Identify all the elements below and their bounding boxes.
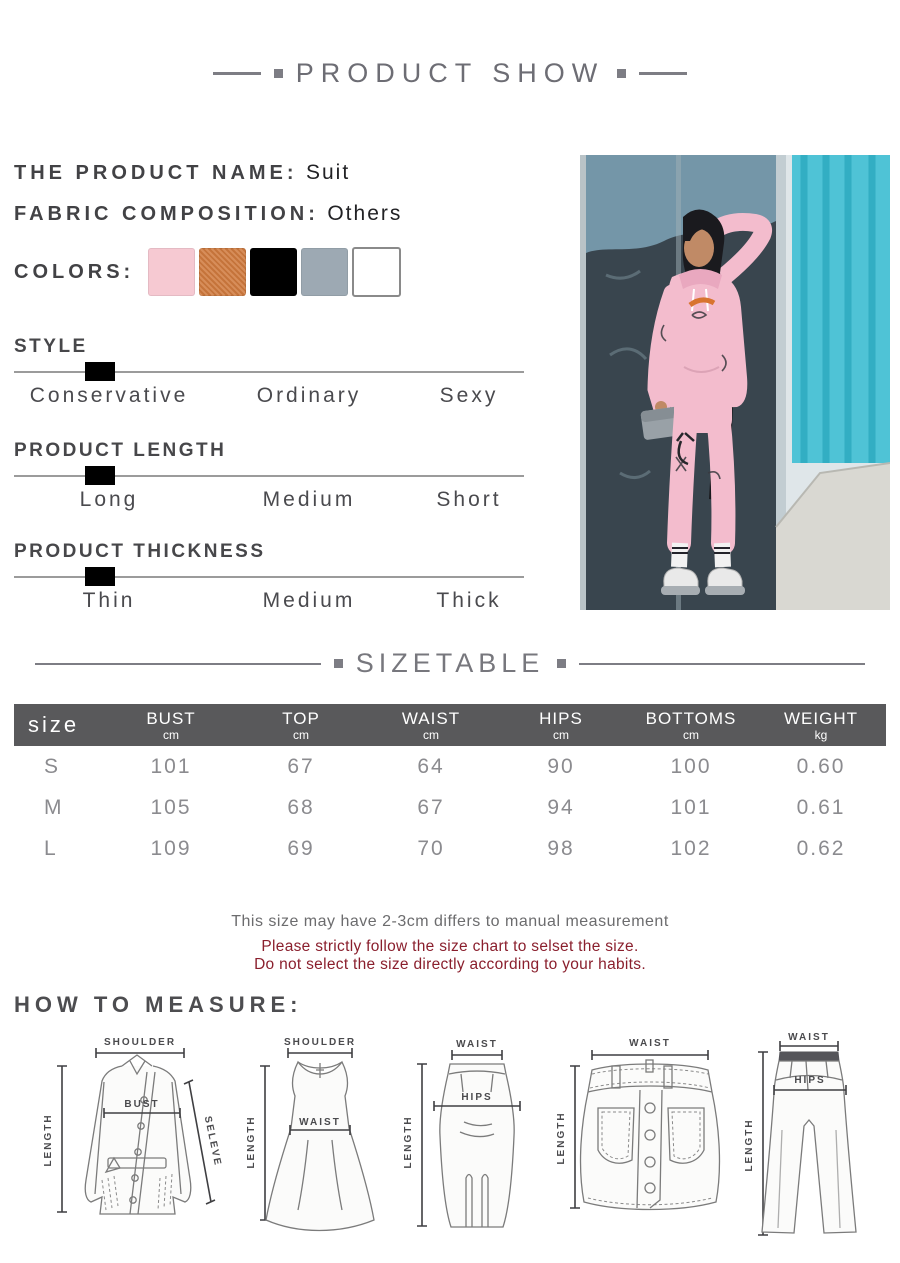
hips-cell: 90 [547,754,575,778]
svg-text:BUST: BUST [124,1099,160,1110]
waist-cell: 70 [417,836,445,860]
note-follow-chart: Please strictly follow the size chart to selset the size. [261,938,639,956]
diagram-pencil-skirt [398,1030,544,1245]
svg-text:WAIST: WAIST [629,1038,671,1049]
header-dash-right [579,663,865,665]
sizetable-title: SIZETABLE [355,648,545,678]
style-option-conservative: Conservative [29,384,189,407]
table-row-l [14,828,886,869]
col-bottoms: BOTTOMS cm [645,708,737,742]
bottoms-cell: 102 [670,836,712,860]
size-cell: L [44,836,58,860]
col-hips: HIPS cm [539,708,583,742]
length-selected-marker [85,466,115,485]
bust-cell: 105 [150,795,192,819]
bottoms-cell: 101 [670,795,712,819]
svg-text:WAIST: WAIST [456,1039,498,1050]
square-bullet-icon [617,69,626,78]
style-options [14,384,524,408]
how-to-measure-title: HOW TO MEASURE: [14,992,303,1017]
bust-cell: 109 [150,836,192,860]
col-top: TOP cm [282,708,320,742]
length-option-long: Long [79,488,139,511]
fabric-label: FABRIC COMPOSITION: [14,203,319,225]
color-swatch-gray [301,248,348,296]
style-selected-marker [85,362,115,381]
svg-text:LENGTH: LENGTH [403,1115,414,1169]
style-title: STYLE [14,336,88,357]
col-size: size [28,712,80,737]
top-cell: 67 [287,754,315,778]
col-weight: WEIGHT kg [784,708,858,742]
thickness-title: PRODUCT THICKNESS [14,541,266,562]
thickness-selected-marker [85,567,115,586]
style-option-ordinary: Ordinary [256,384,362,407]
square-bullet-icon [274,69,283,78]
thickness-option-medium: Medium [262,589,356,612]
size-cell: M [44,795,64,819]
header-dash-right [639,72,687,75]
diagram-jacket [34,1030,234,1245]
style-option-sexy: Sexy [439,384,499,407]
length-option-medium: Medium [262,488,356,511]
header-dash-left [213,72,261,75]
note-measurement: This size may have 2-3cm differs to manual measurement [231,913,669,930]
bust-cell: 101 [150,754,192,778]
svg-text:HIPS: HIPS [461,1092,493,1103]
thickness-option-thick: Thick [436,589,502,612]
svg-text:LENGTH: LENGTH [43,1113,54,1167]
col-waist: WAIST cm [401,708,461,742]
length-options [14,488,524,512]
top-cell: 69 [287,836,315,860]
attribute-length [14,440,524,520]
diagram-dress [240,1030,392,1245]
svg-text:SELEVE: SELEVE [201,1115,224,1168]
svg-text:LENGTH: LENGTH [246,1115,257,1169]
fabric-value: Others [327,202,403,225]
thickness-option-thin: Thin [82,589,136,612]
measure-diagrams [34,1030,888,1250]
product-name-row [14,161,350,185]
size-cell: S [44,754,61,778]
fabric-composition-row [14,202,402,226]
attribute-thickness [14,541,524,621]
color-swatch-orange [199,248,246,296]
product-name-value: Suit [306,161,351,184]
sizetable-header [0,648,900,679]
col-bust: BUST cm [146,708,196,742]
svg-text:WAIST: WAIST [788,1032,830,1043]
attribute-style [14,336,524,416]
length-title: PRODUCT LENGTH [14,440,227,461]
product-name-label: THE PRODUCT NAME: [14,162,298,184]
header-dash-left [35,663,321,665]
hips-cell: 94 [547,795,575,819]
diagram-mini-skirt [550,1030,734,1245]
top-cell: 68 [287,795,315,819]
product-show-header [0,58,900,89]
weight-cell: 0.62 [796,836,846,860]
table-row-s [14,746,886,787]
color-swatch-white [352,247,401,297]
svg-text:LENGTH: LENGTH [744,1118,755,1172]
weight-cell: 0.61 [796,795,846,819]
square-bullet-icon [334,659,343,668]
hips-cell: 98 [547,836,575,860]
product-photo [580,155,890,610]
square-bullet-icon [557,659,566,668]
svg-text:SHOULDER: SHOULDER [283,1037,357,1048]
thickness-options [14,589,524,613]
svg-text:HIPS: HIPS [794,1075,826,1086]
diagram-flare-pants [740,1030,888,1250]
waist-cell: 64 [417,754,445,778]
color-swatch-pink [148,248,195,296]
color-swatch-black [250,248,297,296]
svg-text:SHOULDER: SHOULDER [103,1037,177,1048]
product-photo-illustration [580,155,890,610]
size-table [14,704,886,869]
product-show-title: PRODUCT SHOW [295,58,605,88]
svg-text:WAIST: WAIST [299,1117,341,1128]
size-notes [0,913,900,974]
weight-cell: 0.60 [796,754,846,778]
colors-row [14,247,405,297]
svg-text:LENGTH: LENGTH [556,1111,567,1165]
note-habits: Do not select the size directly according to your habits. [254,956,646,974]
table-row-m [14,787,886,828]
size-table-header-row [14,704,886,746]
waist-cell: 67 [417,795,445,819]
colors-label: COLORS: [14,260,135,283]
bottoms-cell: 100 [670,754,712,778]
length-option-short: Short [436,488,502,511]
